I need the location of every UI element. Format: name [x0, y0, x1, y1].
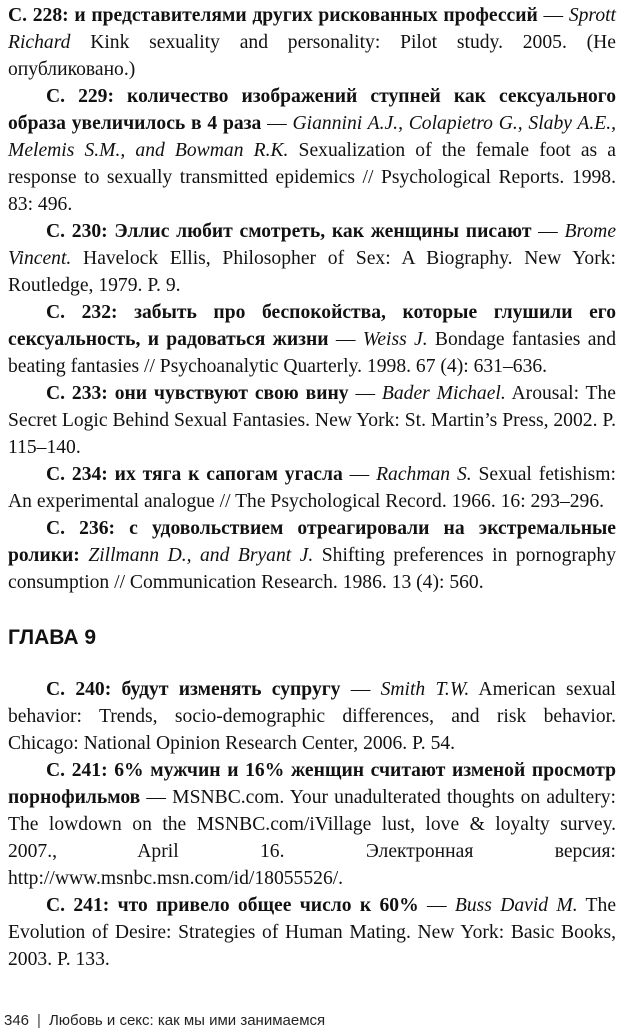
reference-author: Smith T.W. [380, 679, 470, 700]
reference-quote: С. 230: Эллис любит смотреть, как женщины писают [46, 221, 532, 242]
reference-author: Giannini A.J., Colapietro G., Slaby A.E., Melemis S.M., and Bowman R.K. [8, 113, 617, 161]
reference-source: Shifting preferences in pornography consumption // Communication Research. 1986. 13 (4): 560. [8, 545, 616, 593]
reference-entry [8, 892, 616, 973]
reference-quote: С. 234: их тяга к сапогам угасла [46, 464, 343, 485]
reference-dash: — [140, 787, 173, 808]
page-number: 346 [4, 1012, 30, 1029]
reference-quote: С. 236: с удовольствием отреагировали на экстремальные ролики: [8, 518, 616, 566]
reference-source: The Evolution of Desire: Strategies of Human Mating. New York: Basic Books, 2003. P. 133. [8, 895, 617, 970]
reference-quote: С. 240: будут изменять супругу [46, 679, 341, 700]
reference-author: Zillmann D., and Bryant J. [88, 545, 314, 566]
reference-dash: — [537, 5, 569, 26]
reference-quote: С. 232: забыть про беспокойства, которые глушили его сексуальность, и радоваться жизни [8, 302, 616, 350]
reference-source: American sexual behavior: Trends, socio-demographic differences, and risk behavior. Chicago: National Opinion Research Center, 2006. P. 54. [8, 679, 617, 754]
footer-separator: | [37, 1012, 41, 1029]
reference-source: Sexual fetishism: An experimental analogue // The Psychological Record. 1966. 16: 293–296. [8, 464, 616, 512]
page-footer [4, 1012, 325, 1029]
reference-author: Buss David M. [454, 895, 578, 916]
reference-quote: С. 228: и представителями других рискованных профессий [8, 5, 538, 26]
reference-source: Arousal: The Secret Logic Behind Sexual Fantasies. New York: St. Martin’s Press, 2002. P. 115–140. [8, 383, 616, 458]
reference-source: Bondage fantasies and beating fantasies // Psychoanalytic Quarterly. 1998. 67 (4): 631–636. [8, 329, 617, 377]
reference-entry [8, 380, 616, 461]
reference-dash: — [531, 221, 565, 242]
reference-author: Brome Vincent. [8, 221, 617, 269]
reference-author: Weiss J. [362, 329, 428, 350]
notes-section-chapter-8 [8, 2, 616, 596]
reference-quote: С. 241: 6% мужчин и 16% женщин считают изменой просмотр порнофильмов [8, 760, 616, 808]
reference-entry [8, 676, 616, 757]
reference-entry [8, 218, 616, 299]
reference-quote: С. 233: они чувствуют свою вину [46, 383, 349, 404]
reference-source: Havelock Ellis, Philosopher of Sex: A Biography. New York: Routledge, 1979. P. 9. [8, 248, 616, 296]
reference-entry [8, 515, 616, 596]
reference-author: Rachman S. [376, 464, 472, 485]
reference-dash: — [348, 383, 382, 404]
reference-entry [8, 299, 616, 380]
reference-author: Bader Michael. [381, 383, 506, 404]
chapter-heading: ГЛАВА 9 [8, 626, 97, 649]
reference-entry [8, 461, 616, 515]
reference-dash: — [340, 679, 381, 700]
reference-source: Sexualization of the female foot as a response to sexually transmitted epidemics // Psychological Reports. 1998. 83: 496. [8, 140, 616, 215]
reference-source: Kink sexuality and personality: Pilot study. 2005. (Не опубликовано.) [8, 32, 616, 80]
book-title: Любовь и секс: как мы ими занимаемся [48, 1012, 326, 1029]
reference-entry [8, 2, 616, 83]
reference-quote: С. 229: количество изображений ступней как сексуального образа увеличилось в 4 раза [8, 86, 616, 134]
reference-dash: — [328, 329, 363, 350]
reference-dash: — [261, 113, 293, 134]
reference-dash: — [342, 464, 377, 485]
reference-author: Sprott Richard [8, 5, 617, 53]
reference-entry [8, 757, 616, 892]
reference-source: MSNBC.com. Your unadulterated thoughts on adultery: The lowdown on the MSNBC.com/iVillage lust, love & loyalty survey. 2007., April 16. Электронная версия: http://www.msnbc.msn.com/id/18055526/. [8, 787, 616, 889]
page-body [8, 2, 616, 973]
reference-dash: — [418, 895, 455, 916]
notes-section-chapter-9 [8, 676, 616, 973]
reference-quote: С. 241: что привело общее число к 60% [46, 895, 419, 916]
reference-entry [8, 83, 616, 218]
